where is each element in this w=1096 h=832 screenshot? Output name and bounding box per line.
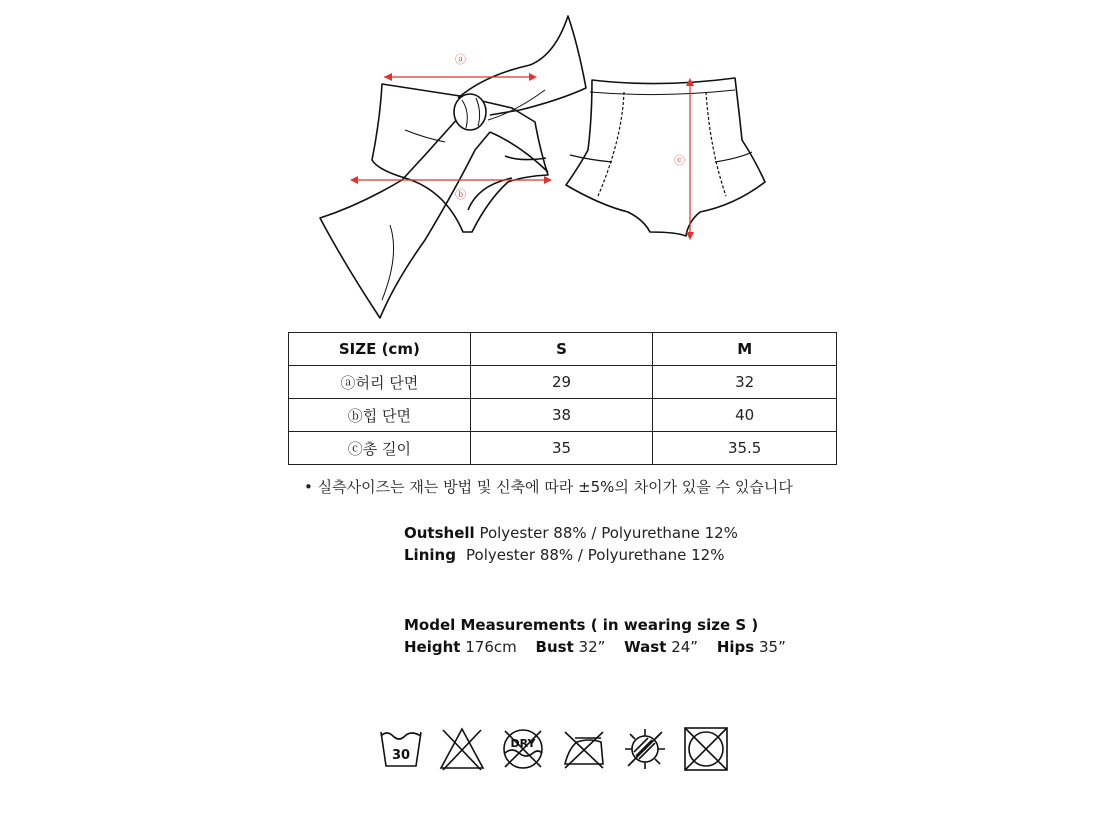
wash-temp: 30: [391, 748, 411, 763]
table-row: [289, 399, 837, 432]
cell-m: 32: [653, 366, 837, 399]
table-row: [289, 432, 837, 465]
bust-label: Bust: [535, 638, 574, 656]
waist-label: Wast: [624, 638, 667, 656]
height-label: Height: [404, 638, 461, 656]
model-measurements: [404, 614, 786, 658]
table-row: [289, 366, 837, 399]
size-table: [288, 332, 837, 465]
cell-m: 40: [653, 399, 837, 432]
hip-marker: ⓑ: [455, 188, 466, 201]
do-not-tumble-dry-icon: [622, 726, 668, 772]
cell-s: 29: [470, 366, 653, 399]
cell-s: 35: [470, 432, 653, 465]
cell-s: 38: [470, 399, 653, 432]
bust-value: 32”: [578, 638, 606, 656]
hips-label: Hips: [716, 638, 755, 656]
do-not-bleach-icon: [439, 726, 485, 772]
care-icons: [378, 726, 729, 772]
garment-technical-sketch: [300, 10, 800, 325]
do-not-iron-icon: [561, 726, 607, 772]
lining-value: Polyester 88% / Polyurethane 12%: [466, 546, 725, 564]
dry-text: DRY: [510, 737, 536, 750]
outshell-label: Outshell: [404, 524, 475, 542]
header-s: S: [470, 333, 653, 366]
height-value: 176cm: [465, 638, 517, 656]
cell-m: 35.5: [653, 432, 837, 465]
waist-marker: ⓐ: [455, 53, 466, 66]
back-bottoms-outline: [566, 78, 765, 236]
length-marker: ⓒ: [674, 154, 685, 167]
header-m: M: [653, 333, 837, 366]
header-size: SIZE (cm): [289, 333, 471, 366]
row-label: ⓒ총 길이: [289, 432, 471, 465]
do-not-machine-dry-icon: [683, 726, 729, 772]
size-note: • 실측사이즈는 재는 방법 및 신축에 따라 ±5%의 차이가 있을 수 있습니다: [304, 478, 793, 496]
lining-row: [404, 544, 738, 566]
do-not-dry-clean-icon: [500, 726, 546, 772]
outshell-row: [404, 522, 738, 544]
row-label: ⓐ허리 단면: [289, 366, 471, 399]
lining-label: Lining: [404, 546, 456, 564]
hips-value: 35”: [758, 638, 786, 656]
materials-section: [404, 522, 738, 566]
wash-30-icon: [378, 726, 424, 772]
bow-knot: [454, 94, 486, 130]
row-label: ⓑ힙 단면: [289, 399, 471, 432]
model-title: Model Measurements ( in wearing size S ): [404, 616, 759, 634]
size-table-header: [289, 333, 837, 366]
waist-value: 24”: [671, 638, 699, 656]
outshell-value: Polyester 88% / Polyurethane 12%: [479, 524, 738, 542]
bow-lower: [320, 118, 490, 318]
